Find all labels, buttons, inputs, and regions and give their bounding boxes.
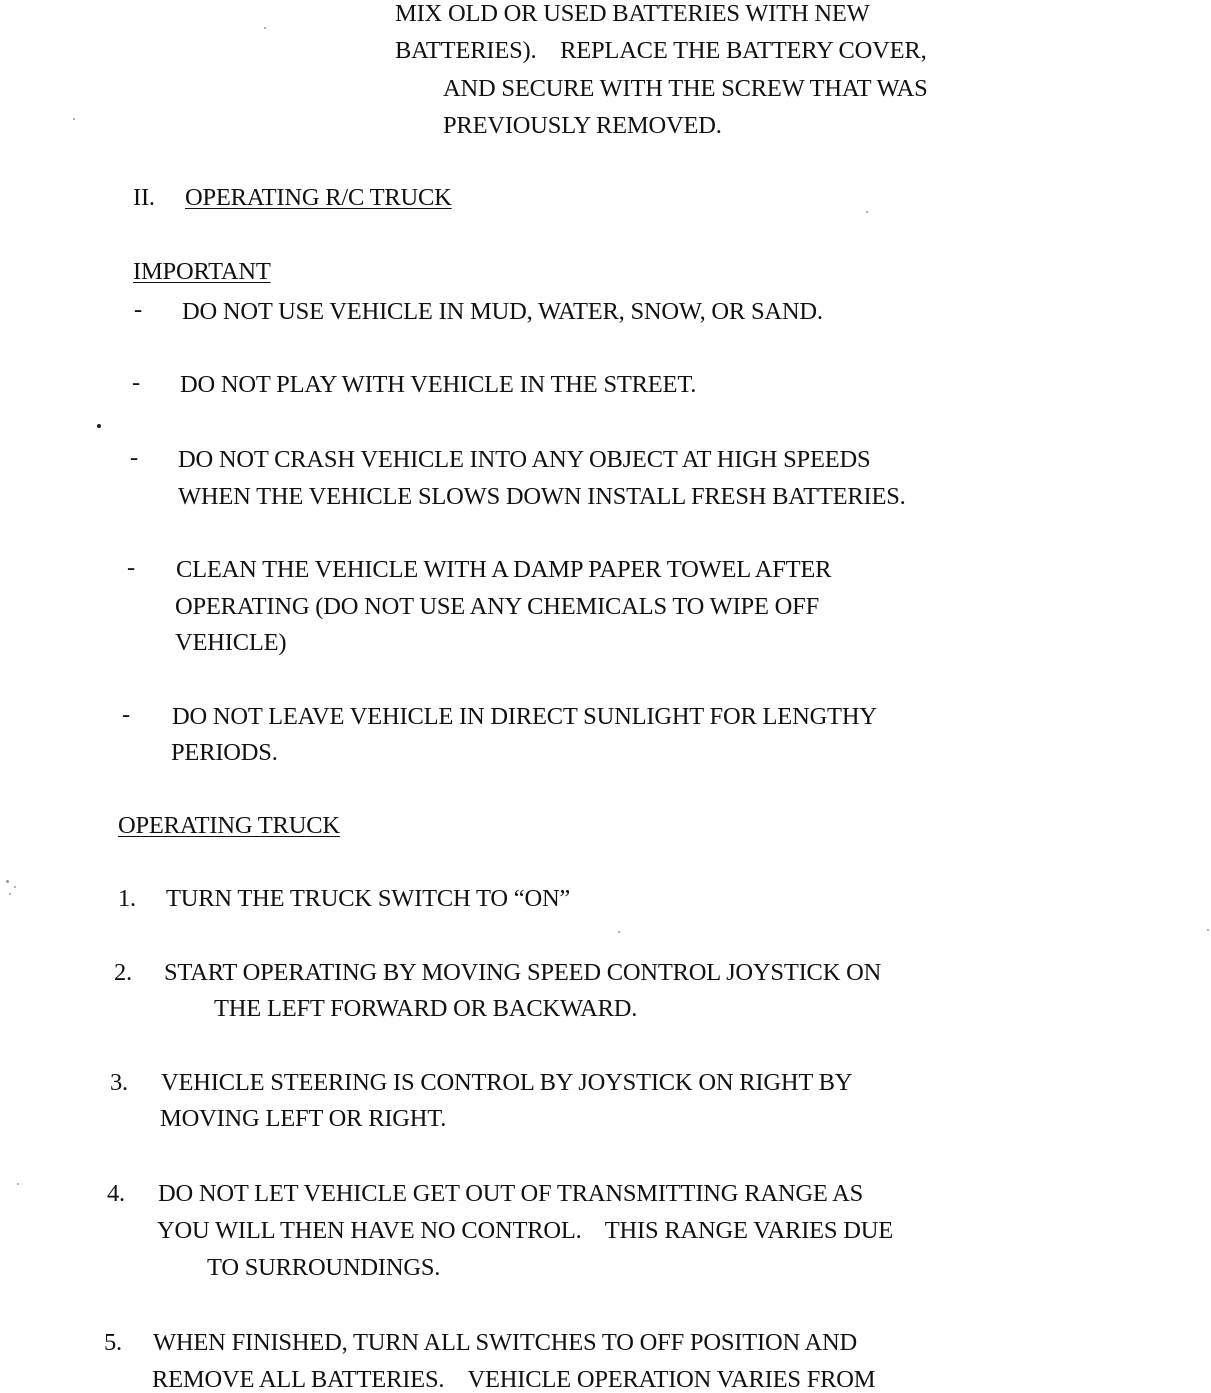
list-item-text: DO NOT LEAVE VEHICLE IN DIRECT SUNLIGHT FOR LENGTHY [172,703,877,730]
bullet-dash: - [134,296,142,323]
scan-speck [97,424,101,428]
step-text: YOU WILL THEN HAVE NO CONTROL. THIS RANGE VARIES DUE [157,1217,894,1244]
list-item-text: DO NOT CRASH VEHICLE INTO ANY OBJECT AT HIGH SPEEDS [178,446,871,473]
step-number: 2. [114,959,132,986]
step-text: MOVING LEFT OR RIGHT. [160,1105,447,1132]
step-number: 5. [104,1329,122,1356]
bullet-dash: - [130,444,138,471]
step-text: WHEN FINISHED, TURN ALL SWITCHES TO OFF POSITION AND [153,1329,857,1356]
scan-speck [73,118,75,120]
list-item-text: OPERATING (DO NOT USE ANY CHEMICALS TO WIPE OFF [175,593,819,620]
step-text: VEHICLE STEERING IS CONTROL BY JOYSTICK ON RIGHT BY [161,1069,853,1096]
scan-speck [9,893,11,895]
intro-line: AND SECURE WITH THE SCREW THAT WAS [443,75,928,102]
list-item-text: CLEAN THE VEHICLE WITH A DAMP PAPER TOWEL AFTER [176,556,832,583]
bullet-dash: - [127,554,135,581]
step-number: 3. [110,1069,128,1096]
operating-heading: OPERATING TRUCK [118,812,340,839]
scan-speck [618,931,620,933]
step-number: 1. [118,885,136,912]
scan-speck [14,886,16,888]
bullet-dash: - [122,701,130,728]
scan-speck [264,27,266,29]
intro-line: PREVIOUSLY REMOVED. [443,112,722,139]
scan-speck [1207,929,1209,931]
step-number: 4. [107,1180,125,1207]
bullet-dash: - [132,369,140,396]
step-text: DO NOT LET VEHICLE GET OUT OF TRANSMITTING RANGE AS [158,1180,864,1207]
list-item-text: DO NOT USE VEHICLE IN MUD, WATER, SNOW, OR SAND. [182,298,823,325]
step-text: TURN THE TRUCK SWITCH TO “ON” [166,885,571,912]
step-text: THE LEFT FORWARD OR BACKWARD. [214,995,638,1022]
list-item-text: PERIODS. [171,739,278,766]
important-heading: IMPORTANT [133,258,271,285]
section-number: II. [133,184,155,211]
step-text: START OPERATING BY MOVING SPEED CONTROL JOYSTICK ON [164,959,882,986]
intro-line: MIX OLD OR USED BATTERIES WITH NEW [395,0,870,27]
step-text: REMOVE ALL BATTERIES. VEHICLE OPERATION VARIES FROM [152,1366,876,1393]
section-title: OPERATING R/C TRUCK [185,184,452,211]
list-item-text: VEHICLE) [175,629,287,656]
step-text: TO SURROUNDINGS. [207,1254,441,1281]
list-item-text: WHEN THE VEHICLE SLOWS DOWN INSTALL FRESH BATTERIES. [178,483,906,510]
scan-speck [17,1183,19,1185]
scan-speck [6,880,9,883]
scan-speck [866,211,868,213]
intro-line: BATTERIES). REPLACE THE BATTERY COVER, [395,37,927,64]
list-item-text: DO NOT PLAY WITH VEHICLE IN THE STREET. [180,371,697,398]
